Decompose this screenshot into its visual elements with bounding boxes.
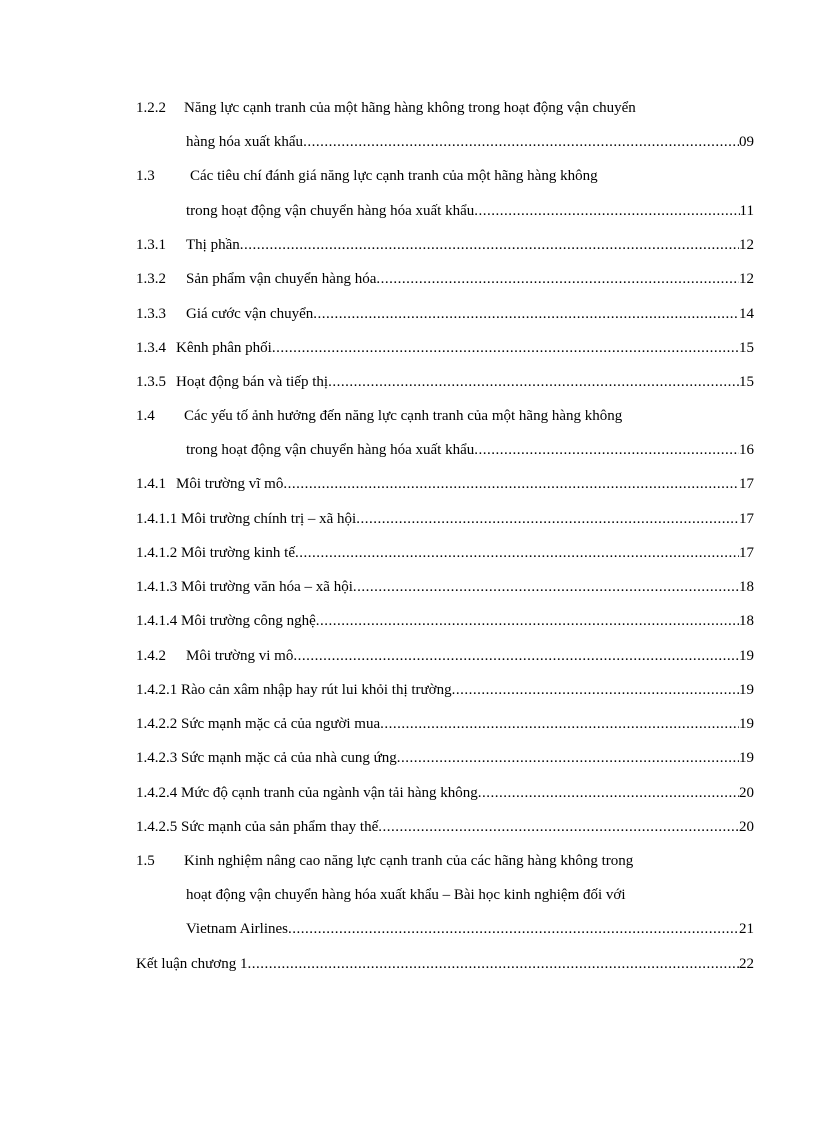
- toc-entry-conclusion[interactable]: [136, 953, 754, 975]
- toc-entry-1-4-2[interactable]: [136, 645, 754, 667]
- toc-entry-1-3-1[interactable]: [136, 234, 754, 256]
- toc-number: 1.5: [136, 853, 155, 869]
- toc-number: 1.4: [136, 408, 155, 424]
- toc-entry-1-4-2-2[interactable]: [136, 713, 754, 735]
- toc-entry-1-3-line2[interactable]: [186, 200, 754, 222]
- toc-title: 1.4.2.4 Mức độ cạnh tranh của ngành vận tải hàng không: [136, 785, 478, 801]
- toc-title: 1.4.1.3 Môi trường văn hóa – xã hội: [136, 579, 353, 595]
- dot-leader: [247, 953, 739, 975]
- toc-entry-1-4-2-4[interactable]: [136, 782, 754, 804]
- toc-entry-1-4-1[interactable]: [136, 473, 754, 495]
- toc-number: 1.3.3: [136, 306, 166, 322]
- toc-page-number: 18: [739, 613, 754, 629]
- toc-page-number: 17: [739, 545, 754, 561]
- dot-leader: [240, 234, 739, 256]
- toc-entry-1-3-5[interactable]: [136, 371, 754, 393]
- toc-page-number: 09: [739, 134, 754, 150]
- toc-number: 1.3.4: [136, 340, 166, 356]
- toc-title: 1.4.1.4 Môi trường công nghệ: [136, 613, 316, 629]
- toc-entry-1-5-line3[interactable]: [186, 918, 754, 940]
- toc-entry-1-4-1-3[interactable]: [136, 576, 754, 598]
- dot-leader: [313, 303, 739, 325]
- toc-title: Sản phẩm vận chuyển hàng hóa: [186, 271, 377, 287]
- toc-title: Kinh nghiệm nâng cao năng lực cạnh tranh của các hãng hàng không trong: [184, 853, 634, 869]
- toc-entry-1-2-2-line1: [136, 97, 754, 119]
- toc-title: 1.4.1.1 Môi trường chính trị – xã hội: [136, 511, 357, 527]
- toc-page-number: 18: [739, 579, 754, 595]
- toc-title: Các tiêu chí đánh giá năng lực cạnh tranh của một hãng hàng không: [190, 168, 598, 184]
- toc-entry-1-4-2-5[interactable]: [136, 816, 754, 838]
- dot-leader: [283, 473, 739, 495]
- toc-page-number: 19: [739, 716, 754, 732]
- dot-leader: [295, 542, 739, 564]
- dot-leader: [452, 679, 739, 701]
- dot-leader: [288, 918, 739, 940]
- dot-leader: [303, 131, 739, 153]
- toc-title-cont: hàng hóa xuất khẩu: [186, 134, 304, 150]
- toc-entry-1-5-line2: [186, 884, 754, 906]
- toc-title: Các yếu tố ảnh hưởng đến năng lực cạnh tranh của một hãng hàng không: [184, 408, 623, 424]
- toc-number: 1.3.1: [136, 237, 166, 253]
- toc-title: Môi trường vĩ mô: [176, 476, 284, 492]
- toc-page-number: 15: [739, 374, 754, 390]
- toc-entry-1-3-3[interactable]: [136, 303, 754, 325]
- dot-leader: [380, 713, 739, 735]
- toc-entry-1-3-line1: [136, 165, 754, 187]
- toc-page-number: 19: [739, 648, 754, 664]
- toc-title-cont: hoạt động vận chuyển hàng hóa xuất khẩu – Bài học kinh nghiệm đối với: [186, 887, 626, 903]
- dot-leader: [328, 371, 739, 393]
- toc-page-number: 20: [739, 819, 754, 835]
- toc-title: 1.4.2.1 Rào cản xâm nhập hay rút lui khỏi thị trường: [136, 682, 452, 698]
- toc-title: Thị phần: [186, 237, 240, 253]
- dot-leader: [378, 816, 739, 838]
- toc-page-number: 19: [739, 682, 754, 698]
- dot-leader: [474, 200, 739, 222]
- toc-number: 1.2.2: [136, 100, 166, 116]
- toc-page-number: 14: [739, 306, 754, 322]
- toc-number: 1.4.2: [136, 648, 166, 664]
- toc-entry-1-4-2-1[interactable]: [136, 679, 754, 701]
- toc-title: Năng lực cạnh tranh của một hãng hàng không trong hoạt động vận chuyển: [184, 100, 636, 116]
- toc-title-cont: trong hoạt động vận chuyển hàng hóa xuất khẩu: [186, 203, 475, 219]
- toc-title: Kênh phân phối: [176, 340, 272, 356]
- toc-entry-1-5-line1: [136, 850, 754, 872]
- toc-entry-1-3-2[interactable]: [136, 268, 754, 290]
- toc-title: 1.4.2.2 Sức mạnh mặc cả của người mua: [136, 716, 381, 732]
- toc-page-number: 17: [739, 476, 754, 492]
- toc-page-number: 20: [739, 785, 754, 801]
- toc-title-cont: trong hoạt động vận chuyển hàng hóa xuất khẩu: [186, 442, 475, 458]
- toc-entry-1-4-line2[interactable]: [186, 439, 754, 461]
- toc-page-number: 12: [739, 237, 754, 253]
- dot-leader: [272, 337, 739, 359]
- dot-leader: [316, 610, 739, 632]
- toc-entry-1-3-4[interactable]: [136, 337, 754, 359]
- dot-leader: [397, 747, 739, 769]
- toc-page-number: 21: [739, 921, 754, 937]
- toc-page-number: 22: [739, 956, 754, 972]
- toc-entry-1-4-1-4[interactable]: [136, 610, 754, 632]
- toc-entry-1-4-1-1[interactable]: [136, 508, 754, 530]
- toc-title: 1.4.2.5 Sức mạnh của sản phẩm thay thế: [136, 819, 379, 835]
- toc-page-number: 17: [739, 511, 754, 527]
- dot-leader: [474, 439, 739, 461]
- toc-entry-1-4-2-3[interactable]: [136, 747, 754, 769]
- toc-entry-1-4-1-2[interactable]: [136, 542, 754, 564]
- toc-page-number: 19: [739, 750, 754, 766]
- toc-title: Hoạt động bán và tiếp thị: [176, 374, 329, 390]
- toc-title: Giá cước vận chuyển: [186, 306, 314, 322]
- toc-title-cont: Vietnam Airlines: [186, 921, 288, 937]
- toc-entry-1-4-line1: [136, 405, 754, 427]
- dot-leader: [353, 576, 739, 598]
- toc-title: 1.4.2.3 Sức mạnh mặc cả của nhà cung ứng: [136, 750, 397, 766]
- dot-leader: [478, 782, 739, 804]
- toc-page-number: 11: [739, 203, 754, 219]
- toc-page-number: 16: [739, 442, 754, 458]
- toc-number: 1.4.1: [136, 476, 166, 492]
- toc-title: 1.4.1.2 Môi trường kinh tế: [136, 545, 295, 561]
- toc-number: 1.3: [136, 168, 155, 184]
- dot-leader: [376, 268, 739, 290]
- dot-leader: [356, 508, 739, 530]
- toc-number: 1.3.5: [136, 374, 166, 390]
- toc-page-number: 12: [739, 271, 754, 287]
- toc-title: Môi trường vi mô: [186, 648, 294, 664]
- toc-page-number: 15: [739, 340, 754, 356]
- toc-entry-1-2-2-line2[interactable]: [186, 131, 754, 153]
- toc-title: Kết luận chương 1: [136, 956, 248, 972]
- toc-number: 1.3.2: [136, 271, 166, 287]
- dot-leader: [293, 645, 739, 667]
